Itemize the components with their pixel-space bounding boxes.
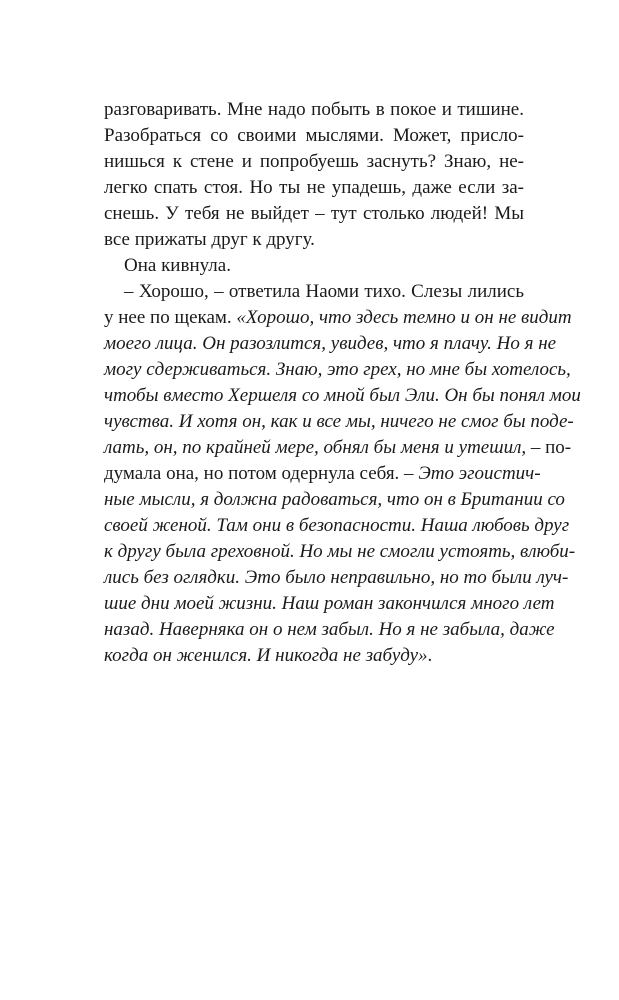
text-line	[104, 539, 576, 565]
text-segment: Она кивнула.	[124, 255, 231, 276]
text-line	[104, 435, 572, 461]
text-segment: Разобраться со своими мыслями. Может, прислo-	[104, 125, 524, 146]
text-line	[104, 565, 569, 591]
body-text	[104, 97, 581, 669]
text-line	[104, 331, 557, 357]
italic-segment: чтобы вместо Хершеля со мной был Эли. Он бы понял мои	[104, 385, 581, 406]
text-line	[104, 513, 570, 539]
text-segment: разговаривать. Мне надо побыть в покое и тишине.	[104, 99, 524, 120]
italic-segment: чувства. И хотя он, как и все мы, ничего не смог бы поде-	[104, 411, 574, 432]
text-segment: нишься к стене и попробуешь заснуть? Знаю, не-	[104, 151, 524, 172]
text-line	[104, 123, 524, 149]
italic-segment: назад. Наверняка он о нем забыл. Но я не забыла, даже	[104, 619, 555, 640]
text-line	[104, 383, 581, 409]
text-line	[104, 253, 524, 279]
text-line	[104, 279, 524, 305]
italic-segment: шие дни моей жизни. Наш роман закончился много лет	[104, 593, 555, 614]
text-line	[104, 357, 571, 383]
italic-segment: своей женой. Там они в безопасности. Наша любовь друг	[104, 515, 570, 536]
italic-segment: к другу была греховной. Но мы не смогли устоять, влюби-	[104, 541, 576, 562]
italic-segment: Это эгоистич-	[418, 463, 541, 484]
text-segment: – Хорошо, – ответила Наоми тихо. Слезы лились	[124, 281, 524, 302]
italic-segment: лать, он, по крайней мере, обнял бы меня и утешил,	[104, 437, 527, 458]
text-line	[104, 227, 524, 253]
text-line	[104, 617, 555, 643]
text-segment: все прижаты друг к другу.	[104, 229, 315, 250]
italic-segment: лись без оглядки. Это было неправильно, но то были луч-	[104, 567, 569, 588]
italic-segment: ные мысли, я должна радоваться, что он в Британии со	[104, 489, 565, 510]
italic-segment: «Хорошо, что здесь темно и он не видит	[236, 307, 572, 328]
text-line	[104, 487, 565, 513]
text-segment: .	[427, 645, 433, 666]
text-segment: у нее по щекам.	[104, 307, 237, 328]
text-segment: думала она, но потом одернула себя. –	[104, 463, 419, 484]
text-segment: – по-	[526, 437, 572, 458]
text-line	[104, 409, 574, 435]
text-segment: снешь. У тебя не выйдет – тут столько людей! Мы	[104, 203, 524, 224]
italic-segment: моего лица. Он разозлится, увидев, что я плачу. Но я не	[104, 333, 557, 354]
text-line	[104, 461, 541, 487]
text-line	[104, 175, 524, 201]
italic-segment: могу сдерживаться. Знаю, это грех, но мне бы хотелось,	[104, 359, 571, 380]
text-line	[104, 201, 524, 227]
text-line	[104, 149, 524, 175]
italic-segment: когда он женился. И никогда не забуду»	[104, 645, 428, 666]
text-segment: легко спать стоя. Но ты не упадешь, даже если за-	[104, 177, 524, 198]
text-line	[104, 591, 555, 617]
text-line	[104, 97, 524, 123]
text-line	[104, 305, 572, 331]
text-line	[104, 643, 524, 669]
